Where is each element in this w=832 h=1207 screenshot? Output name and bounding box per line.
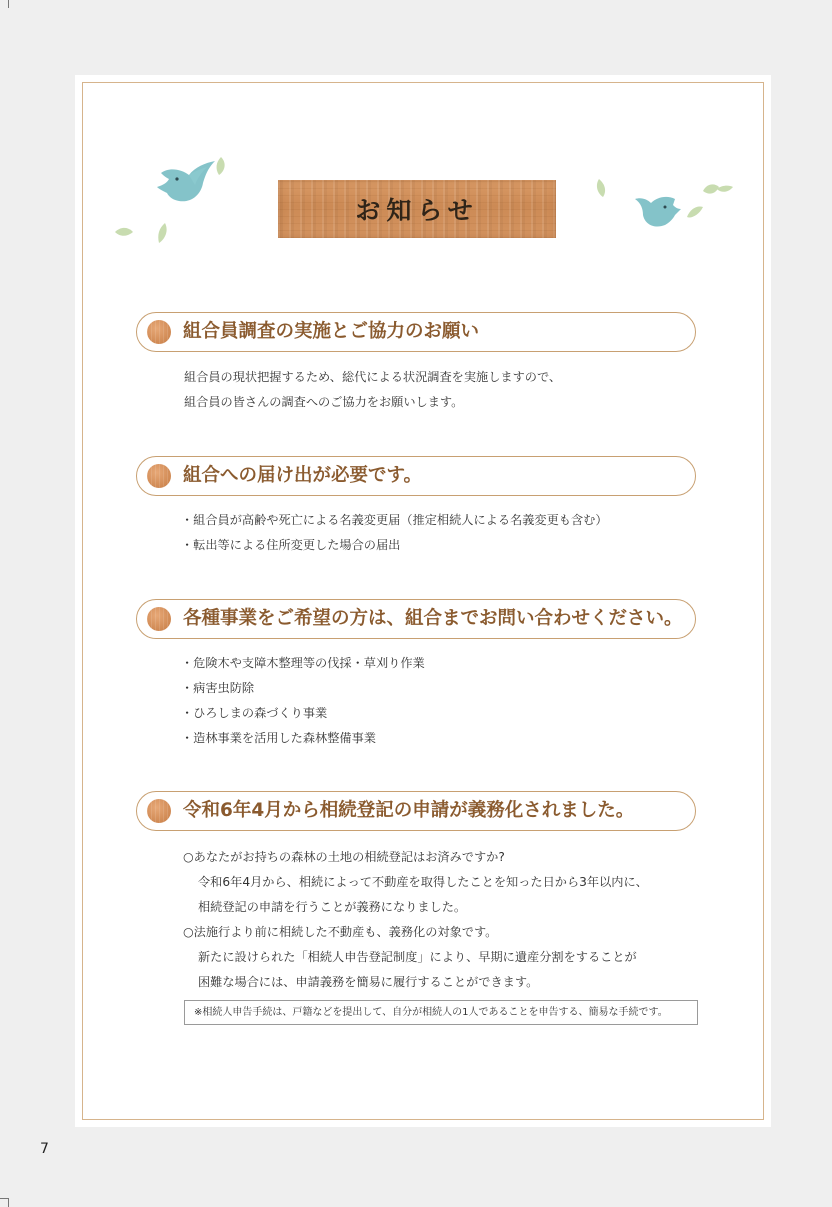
section-body-survey [184,365,561,415]
body-line: 新たに設けられた「相続人申告登記制度」により、早期に遺産分割をすることが [198,950,637,964]
body-line: 困難な場合には、申請義務を簡易に履行することができます。 [198,975,539,989]
wood-dot-icon [147,464,171,488]
page-number: 7 [40,1141,49,1157]
leaf-icon [717,185,733,193]
leaf-icon [687,205,703,219]
body-line: 相続登記の申請を行うことが義務になりました。 [198,900,467,914]
notice-page [75,75,771,1127]
list-item: ・ひろしまの森づくり事業 [181,706,328,720]
list-item: ・転出等による住所変更した場合の届出 [181,538,401,552]
title-board [278,180,556,238]
section-header-services [136,599,696,639]
section-title: 令和6年4月から相続登記の申請が義務化されました。 [183,800,635,821]
section-header-inheritance [136,791,696,831]
section-header-survey [136,312,696,352]
body-line: ○法施行より前に相続した不動産も、義務化の対象です。 [183,925,498,939]
section-title: 各種事業をご希望の方は、組合までお問い合わせください。 [183,608,683,629]
section-body-filing [181,508,608,558]
section-title: 組合への届け出が必要です。 [183,465,423,486]
list-item: ・危険木や支障木整理等の伐採・草刈り作業 [181,656,425,670]
bird-icon-right [621,187,681,231]
wood-dot-icon [147,607,171,631]
note-box: ※相続人申告手続は、戸籍などを提出して、自分が相続人の1人であることを申告する、簡易な手続です。 [184,1000,698,1025]
crop-mark-top [0,0,9,8]
body-line: 組合員の現状把握するため、総代による状況調査を実施しますので、 [184,370,562,384]
section-title: 組合員調査の実施とご協力のお願い [183,321,480,342]
body-line: 組合員の皆さんの調査へのご協力をお願いします。 [184,395,464,409]
section-header-filing [136,456,696,496]
leaf-icon [157,223,169,243]
crop-mark-bottom [0,1198,9,1207]
wood-dot-icon [147,320,171,344]
section-body-services [181,651,425,751]
list-item: ・病害虫防除 [181,681,255,695]
leaf-icon [115,227,133,237]
list-item: ・造林事業を活用した森林整備事業 [181,731,376,745]
body-line: 令和6年4月から、相続によって不動産を取得したことを知った日から3年以内に、 [198,875,648,889]
body-line: ○あなたがお持ちの森林の土地の相続登記はお済みですか? [183,850,505,864]
section-body-inheritance [183,845,648,995]
wood-dot-icon [147,799,171,823]
leaf-icon [215,157,227,175]
list-item: ・組合員が高齢や死亡による名義変更届（推定相続人による名義変更も含む） [181,513,608,527]
page-title: お知らせ [355,196,479,225]
leaf-icon [595,179,607,197]
